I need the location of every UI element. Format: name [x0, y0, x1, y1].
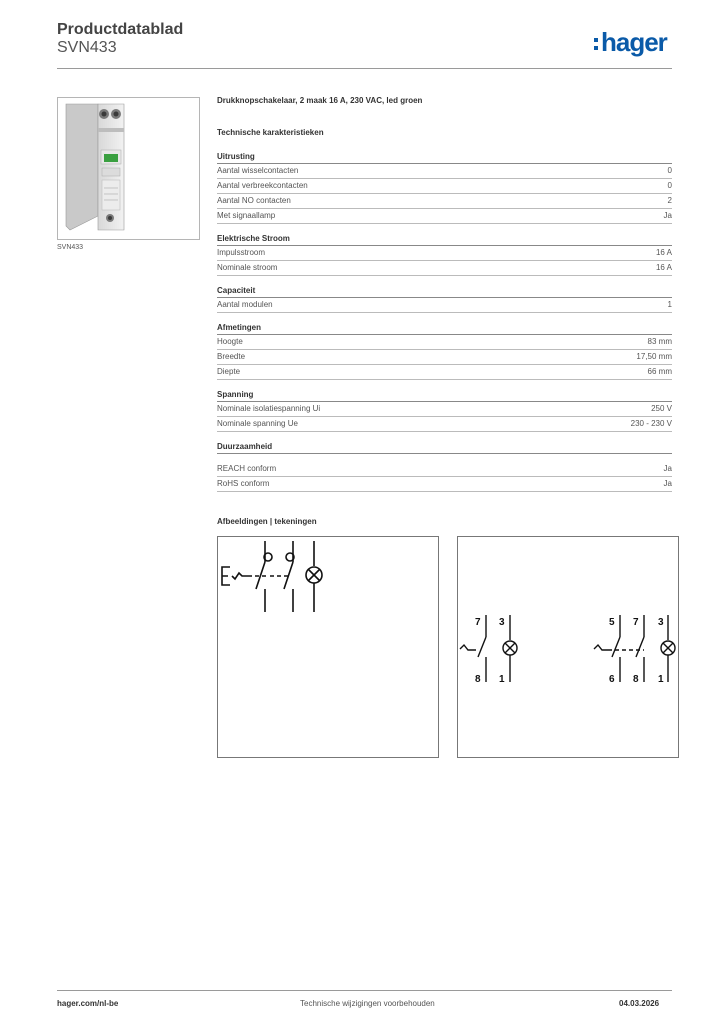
spec-row: [217, 209, 672, 224]
spec-label: REACH conform: [217, 464, 277, 473]
switch-symbol-drawing: [218, 537, 438, 757]
spec-label: Impulsstroom: [217, 248, 266, 257]
spec-label: Diepte: [217, 367, 241, 376]
product-image-frame: [57, 97, 200, 240]
page-title: Productdatablad: [57, 21, 184, 38]
spec-row: [217, 261, 672, 276]
wiring-diagram: [458, 537, 678, 757]
group-duurzaamheid: [217, 441, 672, 492]
spec-row: [217, 335, 672, 350]
spec-label: Nominale stroom: [217, 263, 278, 272]
wiring-diagram-frame: [457, 536, 679, 758]
product-code: SVN433: [57, 39, 117, 56]
spec-label: Aantal modulen: [217, 300, 273, 309]
logo-colon-icon: [594, 35, 598, 51]
product-caption: SVN433: [57, 244, 84, 251]
spec-row: [217, 298, 672, 313]
spec-label: Aantal NO contacten: [217, 196, 291, 205]
spec-label: RoHS conform: [217, 479, 270, 488]
spec-value: 83 mm: [647, 337, 672, 346]
footer-date: 04.03.2026: [619, 999, 660, 1008]
group-title: Duurzaamheid: [217, 441, 672, 454]
spec-label: Met signaallamp: [217, 211, 276, 220]
spec-value: 2: [667, 196, 672, 205]
spec-label: Aantal verbreekcontacten: [217, 181, 308, 190]
spec-row: [217, 179, 672, 194]
spec-value: 66 mm: [647, 367, 672, 376]
footer-divider: [57, 990, 672, 991]
terminal-label: 1: [499, 674, 505, 685]
group-elektrische-stroom: [217, 233, 672, 276]
terminal-label: 1: [658, 674, 664, 685]
section-title-drawings: Afbeeldingen | tekeningen: [217, 517, 317, 526]
terminal-label: 5: [609, 617, 615, 628]
spec-label: Breedte: [217, 352, 246, 361]
group-title: Spanning: [217, 389, 672, 402]
spec-value: 0: [667, 181, 672, 190]
spec-row: [217, 350, 672, 365]
group-title: Afmetingen: [217, 322, 672, 335]
spec-value: Ja: [663, 464, 672, 473]
specification-column: [217, 96, 672, 501]
spec-label: Nominale spanning Ue: [217, 419, 298, 428]
spec-row: [217, 194, 672, 209]
spec-row: [217, 246, 672, 261]
group-uitrusting: [217, 151, 672, 224]
group-title: Capaciteit: [217, 285, 672, 298]
header-divider: [57, 68, 672, 69]
group-afmetingen: [217, 322, 672, 380]
spec-row: [217, 477, 672, 492]
spec-value: 0: [667, 166, 672, 175]
spec-value: Ja: [663, 479, 672, 488]
spec-value: 17,50 mm: [636, 352, 672, 361]
terminal-label: 8: [633, 674, 639, 685]
product-description: Drukknopschakelaar, 2 maak 16 A, 230 VAC, led groen: [217, 96, 423, 105]
terminal-label: 7: [475, 617, 481, 628]
spec-value: 230 - 230 V: [630, 419, 672, 428]
spec-row: [217, 365, 672, 380]
hager-logo: [594, 27, 667, 58]
group-capaciteit: [217, 285, 672, 313]
logo-text: hager: [601, 27, 667, 57]
spec-label: Hoogte: [217, 337, 243, 346]
spec-label: Aantal wisselcontacten: [217, 166, 299, 175]
spec-row: [217, 417, 672, 432]
product-image: [58, 98, 199, 239]
spec-value: Ja: [663, 211, 672, 220]
terminal-label: 3: [499, 617, 505, 628]
symbol-drawing-frame: [217, 536, 439, 758]
spec-row: [217, 462, 672, 477]
group-title: Elektrische Stroom: [217, 233, 672, 246]
spec-label: Nominale isolatiespanning Ui: [217, 404, 321, 413]
spec-value: 16 A: [655, 248, 672, 257]
spec-value: 16 A: [655, 263, 672, 272]
terminal-label: 7: [633, 617, 639, 628]
section-title-characteristics: Technische karakteristieken: [217, 128, 324, 137]
spec-value: 250 V: [651, 404, 672, 413]
spec-row: [217, 402, 672, 417]
terminal-label: 3: [658, 617, 664, 628]
group-title: Uitrusting: [217, 151, 672, 164]
terminal-label: 8: [475, 674, 481, 685]
group-spanning: [217, 389, 672, 432]
footer-notice: Technische wijzigingen voorbehouden: [300, 999, 435, 1008]
footer-website-link[interactable]: hager.com/nl-be: [57, 999, 119, 1008]
spec-value: 1: [667, 300, 672, 309]
spec-row: [217, 164, 672, 179]
terminal-label: 6: [609, 674, 615, 685]
